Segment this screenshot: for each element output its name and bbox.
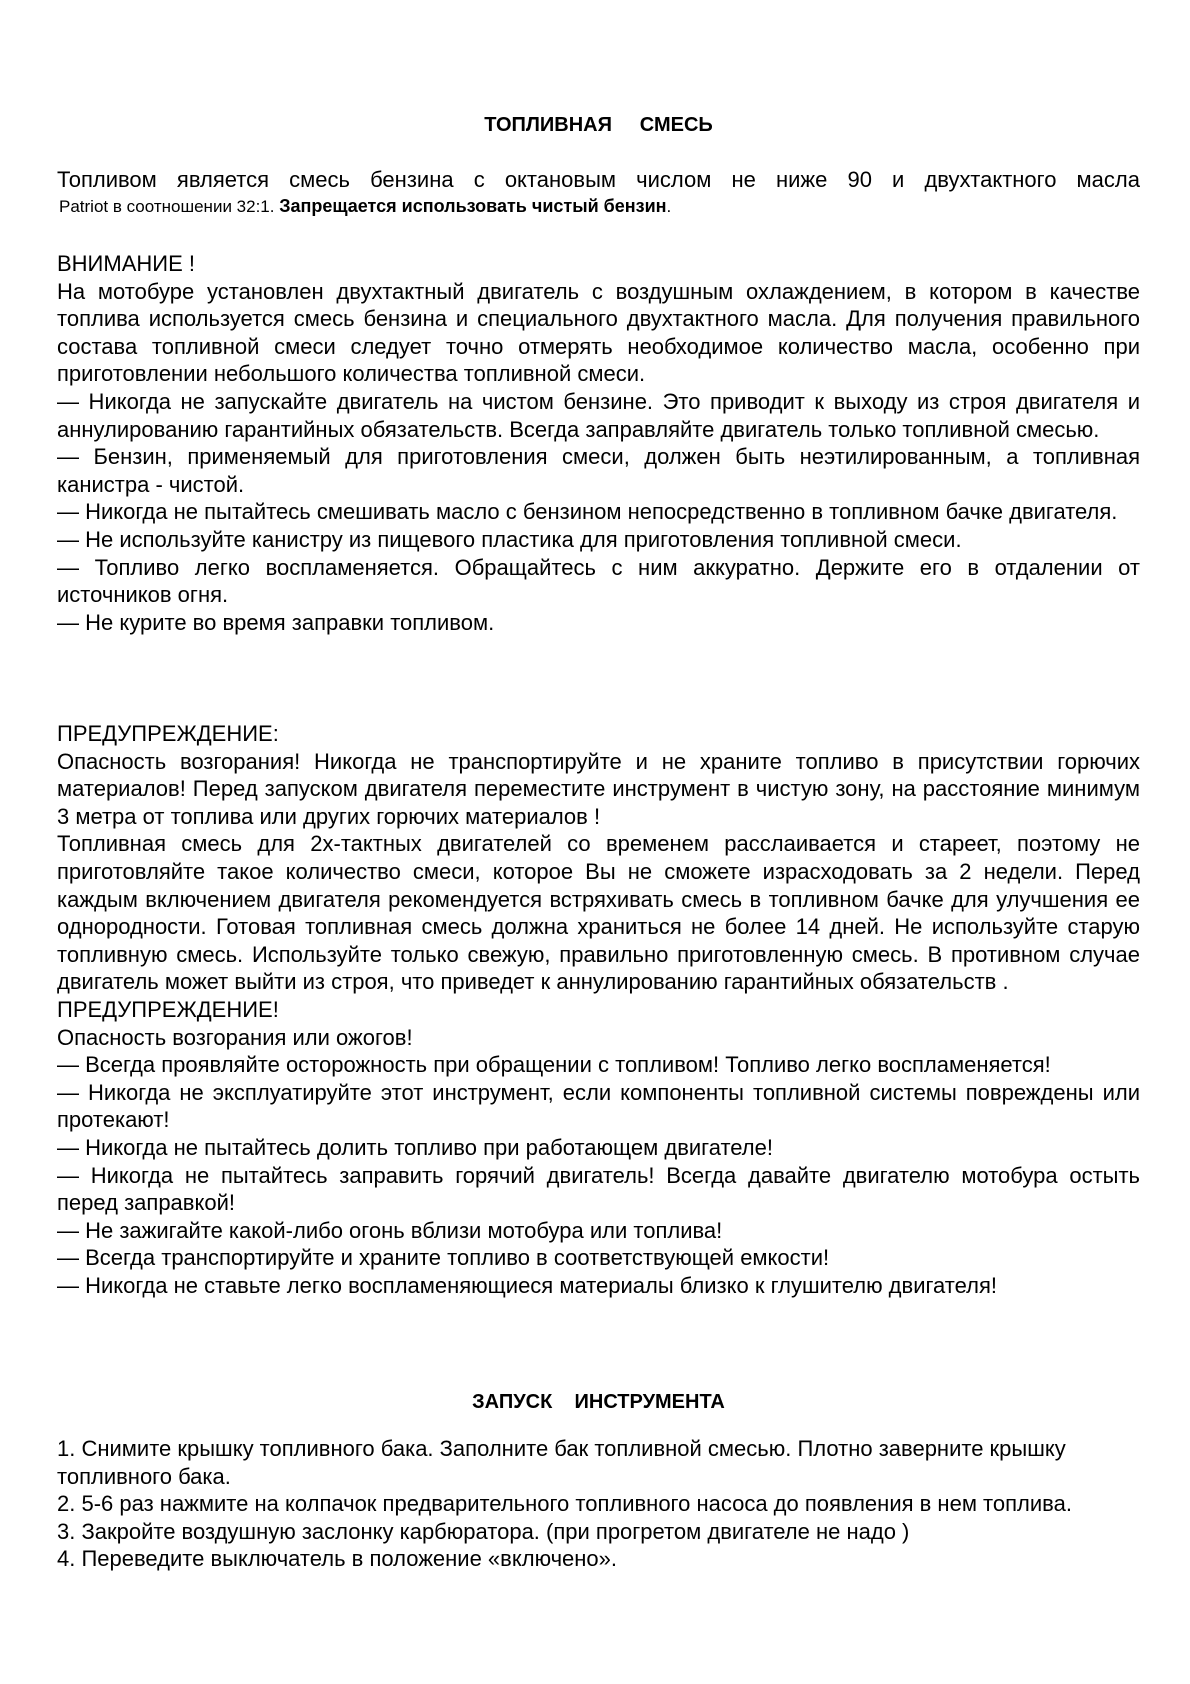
start-step: 3. Закройте воздушную заслонку карбюратора. (при прогретом двигателе не надо ) [57,1518,910,1544]
warning-paragraph-fire: Опасность возгорания! Никогда не транспортируйте и не храните топливо в присутствии горючих материалов! Перед запуском двигателя переместите инструмент в чистую зону, на расстояние минимум 3 метра от топлива или других горючих материалов ! [57,748,1140,829]
start-step: 4. Переведите выключатель в положение «включено». [57,1546,618,1571]
attention-item: — Бензин, применяемый для приготовления смеси, должен быть неэтилированным, а топливная канистра - чистой. [57,444,1140,497]
intro-line-2 [57,194,1140,219]
warning-heading-2: ПРЕДУПРЕЖДЕНИЕ! [57,996,279,1022]
warning-paragraph-mixture: Топливная смесь для 2х-тактных двигателей со временем расслаивается и стареет, поэтому не приготовляйте такое количество смеси, которое Вы не сможете израсходовать за 2 недели. Перед каждым включением двигателя рекомендуется встряхивать смесь в топливном бачке для улучшения ее однородности. Готовая топливная смесь должна храниться не более 14 дней. Не используйте старую топливную смесь. Используйте только свежую, правильно приготовленную смесь. В противном случае двигатель может выйти из строя, что приведет к аннулированию гарантийных обязательств . [57,831,1140,995]
start-steps-list [57,1435,1140,1573]
document-page [57,0,1140,1684]
attention-item: — Топливо легко воспламеняется. Обращайтесь с ним аккуратно. Держите его в отдалении от источников огня. [57,554,1140,608]
intro-line-1: Топливом является смесь бензина с октановым числом не ниже 90 и двухтактного масла [57,167,1140,192]
attention-item: — Никогда не запускайте двигатель на чистом бензине. Это приводит к выходу из строя двигателя и аннулированию гарантийных обязательств. Всегда заправляйте двигатель только топливной смесью. [57,388,1140,442]
warning-item: — Всегда проявляйте осторожность при обращении с топливом! Топливо легко воспламеняется! [57,1052,1051,1078]
attention-item: — Никогда не пытайтесь смешивать масло с бензином непосредственно в топливном бачке двигателя. [57,499,1118,525]
attention-heading: ВНИМАНИЕ ! [57,251,195,276]
warning-item: — Никогда не ставьте легко воспламеняющиеся материалы близко к глушителю двигателя! [57,1272,997,1298]
warning-item: — Не зажигайте какой-либо огонь вблизи мотобура или топлива! [57,1217,723,1243]
warning-item: — Никогда не эксплуатируйте этот инструмент, если компоненты топливной системы повреждены или протекают! [57,1079,1140,1133]
intro-paragraph [57,166,1140,219]
warning-item: — Никогда не пытайтесь заправить горячий двигатель! Всегда давайте двигателю мотобура остыть перед заправкой! [57,1162,1140,1216]
start-step: 2. 5-6 раз нажмите на колпачок предварительного топливного насоса до появления в нем топлива. [57,1491,1072,1516]
intro-bold-warning: Запрещается использовать чистый бензин [279,196,667,216]
warning-heading-1: ПРЕДУПРЕЖДЕНИЕ: [57,721,279,746]
attention-item: — Не курите во время заправки топливом. [57,609,495,635]
warning-subheading: Опасность возгорания или ожогов! [57,1024,413,1050]
section-title-fuel-mixture: ТОПЛИВНАЯ СМЕСЬ [484,114,713,136]
attention-item: — Не используйте канистру из пищевого пластика для приготовления топливной смеси. [57,526,962,552]
warning-section-1 [57,720,1140,1299]
warning-item: — Всегда транспортируйте и храните топливо в соответствующей емкости! [57,1245,830,1271]
warning-item: — Никогда не пытайтесь долить топливо при работающем двигателе! [57,1134,773,1160]
attention-section [57,250,1140,636]
intro-line-2-prefix: Patriot в соотношении 32:1. [59,197,280,216]
section-title-start-tool: ЗАПУСК ИНСТРУМЕНТА [472,1391,725,1413]
start-step: 1. Снимите крышку топливного бака. Заполните бак топливной смесью. Плотно заверните крышку топливного бака. [57,1436,1066,1489]
intro-line-2-suffix: . [666,197,672,216]
attention-paragraph: На мотобуре установлен двухтактный двигатель с воздушным охлаждением, в котором в качестве топлива используется смесь бензина и специального двухтактного масла. Для получения правильного состава топливной смеси следует точно отмерять необходимое количество масла, особенно при приготовлении небольшого количества топливной смеси. [57,278,1140,387]
